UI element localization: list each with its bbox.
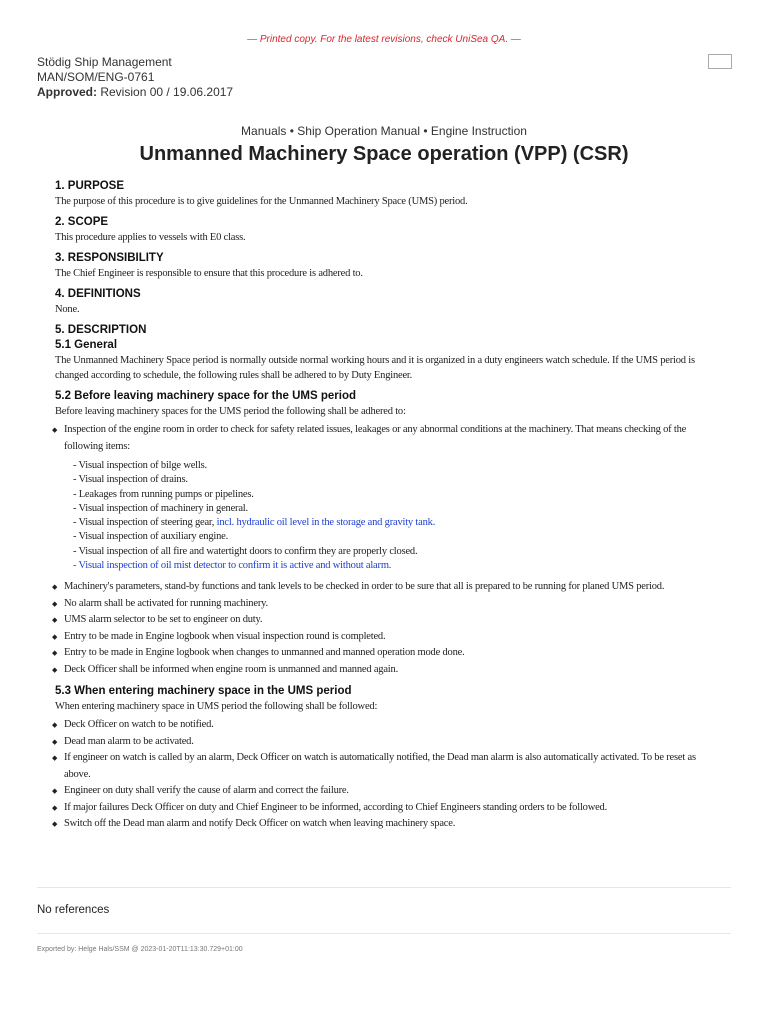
scope-heading: 2. SCOPE: [55, 216, 109, 228]
list-item: ◆ UMS alarm selector to be set to engineer on duty.: [52, 612, 712, 629]
bullet-icon: ◆: [52, 803, 58, 812]
checklist-item: - Leakages from running pumps or pipelines.: [73, 488, 254, 500]
bullet-icon: ◆: [52, 665, 58, 674]
blank-box: [708, 54, 732, 69]
bullet-icon: ◆: [52, 583, 58, 592]
document-id: MAN/SOM/ENG-0761: [37, 70, 155, 84]
responsibility-heading: 3. RESPONSIBILITY: [55, 252, 164, 264]
checklist-item: - Visual inspection of all fire and watertight doors to confirm they are properly closed.: [73, 545, 418, 557]
purpose-text: The purpose of this procedure is to give guidelines for the Unmanned Machinery Space (UMS) period.: [55, 196, 468, 207]
checklist-item: - Visual inspection of machinery in general.: [73, 502, 248, 514]
list-item: ◆ If major failures Deck Officer on duty and Chief Engineer to be informed, according to Chief Engineers standing orders to be followed.: [52, 800, 712, 817]
page-title: Unmanned Machinery Space operation (VPP) (CSR): [139, 143, 629, 165]
bullet-icon: ◆: [52, 754, 58, 763]
definitions-text: None.: [55, 304, 80, 315]
list-item: ◆ Machinery's parameters, stand-by functions and tank levels to be checked in order to be sure that all is prepared to be running for planed UMS period.: [52, 579, 712, 596]
references-text: No references: [37, 904, 110, 916]
before-leaving-list: [52, 422, 715, 455]
list-item: ◆ Deck Officer shall be informed when engine room is unmanned and manned again.: [52, 662, 712, 679]
list-item: ◆ Engineer on duty shall verify the cause of alarm and correct the failure.: [52, 783, 712, 800]
list-item: ◆ Entry to be made in Engine logbook when changes to unmanned and manned operation mode done.: [52, 645, 712, 662]
checklist-item: - Visual inspection of auxiliary engine.: [73, 531, 229, 543]
approved-label: Approved:: [37, 85, 97, 99]
entering-text: When entering machinery space in UMS period the following shall be followed:: [55, 701, 378, 713]
list-item: ◆ No alarm shall be activated for running machinery.: [52, 596, 712, 613]
checklist-item: - Visual inspection of drains.: [73, 474, 188, 486]
inspection-checklist: [73, 459, 715, 573]
checklist-item: - Visual inspection of steering gear, incl. hydraulic oil level in the storage and gravity tank.: [73, 517, 436, 529]
scope-text: This procedure applies to vessels with E0 class.: [55, 232, 246, 243]
bullet-icon: ◆: [52, 649, 58, 658]
general-text: The Unmanned Machinery Space period is normally outside normal working hours and it is organized in a duty engineers watch schedule. If the UMS period is changed according to schedule, the following rules shall be adhered to by Duty Engineer.: [55, 355, 695, 381]
entering-list: [52, 717, 715, 833]
description-heading: 5. DESCRIPTION: [55, 324, 147, 336]
list-item: ◆ Inspection of the engine room in order to check for safety related issues, leakages or any abnormal conditions at the machinery. That means checking of the following items:: [52, 424, 687, 452]
divider: [37, 887, 731, 888]
bullet-icon: ◆: [52, 632, 58, 641]
list-item: ◆ Entry to be made in Engine logbook when visual inspection round is completed.: [52, 629, 712, 646]
revised-text: incl. hydraulic oil level in the storage and gravity tank.: [216, 517, 436, 529]
before-leaving-heading: 5.2 Before leaving machinery space for the UMS period: [55, 390, 357, 402]
list-item: ◆ Deck Officer on watch to be notified.: [52, 717, 712, 734]
entering-heading: 5.3 When entering machinery space in the UMS period: [55, 685, 352, 698]
company-name: Stödig Ship Management: [37, 55, 172, 69]
bullet-icon: ◆: [52, 616, 58, 625]
general-heading: 5.1 General: [55, 339, 118, 351]
divider: [37, 933, 731, 934]
responsibility-text: The Chief Engineer is responsible to ensure that this procedure is adhered to.: [55, 268, 363, 279]
printed-copy-notice: — Printed copy. For the latest revisions, check UniSea QA. —: [247, 34, 521, 45]
bullet-icon: ◆: [52, 599, 58, 608]
list-item: ◆ Switch off the Dead man alarm and notify Deck Officer on watch when leaving machinery space.: [52, 816, 712, 833]
before-leaving-text: Before leaving machinery spaces for the UMS period the following shall be adhered to:: [55, 406, 406, 417]
bullet-icon: ◆: [52, 820, 58, 829]
definitions-heading: 4. DEFINITIONS: [55, 288, 141, 300]
bullet-icon: ◆: [52, 721, 58, 730]
approval-line: [37, 85, 233, 100]
document-body: [52, 179, 715, 833]
bullet-icon: ◆: [52, 787, 58, 796]
bullet-icon: ◆: [52, 426, 58, 434]
checklist-item-revised: - Visual inspection of oil mist detector to confirm it is active and without alarm.: [73, 560, 392, 572]
checklist-item: - Visual inspection of bilge wells.: [73, 460, 207, 471]
breadcrumb: Manuals • Ship Operation Manual • Engine Instruction: [241, 124, 527, 138]
purpose-heading: 1. PURPOSE: [55, 180, 125, 192]
document-header: [37, 55, 233, 100]
before-leaving-list-continued: [52, 579, 715, 678]
list-item: ◆ Dead man alarm to be activated.: [52, 734, 712, 751]
approved-value: Revision 00 / 19.06.2017: [100, 85, 234, 99]
export-footer: Exported by: Helge Hals/SSM @ 2023-01-20T11:13:30.729+01:00: [37, 946, 243, 953]
list-item: ◆ If engineer on watch is called by an alarm, Deck Officer on watch is automatically notified, the Dead man alarm is also automatically activated. To be reset as above.: [52, 752, 696, 780]
bullet-icon: ◆: [52, 737, 58, 746]
